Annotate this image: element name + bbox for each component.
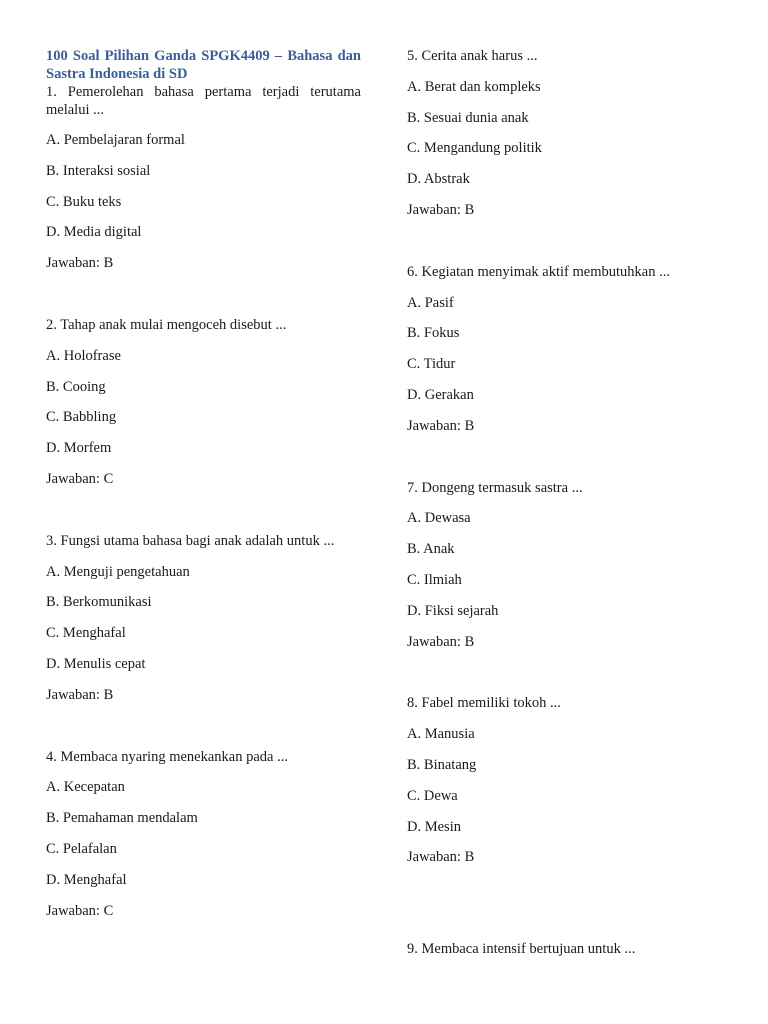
question-stem: 6. Kegiatan menyimak aktif membutuhkan ... xyxy=(407,263,670,280)
answer-key: Jawaban: B xyxy=(46,255,114,272)
option-b: B. Binatang xyxy=(407,756,477,773)
question-stem: 5. Cerita anak harus ... xyxy=(407,48,538,64)
answer-key: Jawaban: B xyxy=(407,201,475,218)
option-d: D. Morfem xyxy=(46,440,112,457)
spacer xyxy=(46,285,361,316)
option-c: C. Menghafal xyxy=(46,625,126,642)
option-b: B. Sesuai dunia anak xyxy=(407,109,529,126)
question-stem: 8. Fabel memiliki tokoh ... xyxy=(407,695,561,712)
spacer xyxy=(407,879,727,940)
option-d: D. Menulis cepat xyxy=(46,655,146,672)
answer-key: Jawaban: B xyxy=(407,417,475,434)
option-d: D. Mesin xyxy=(407,818,461,835)
question-stem: 4. Membaca nyaring menekankan pada ... xyxy=(46,748,288,765)
document-title: 100 Soal Pilihan Ganda SPGK4409 – Bahasa dan Sastra Indonesia di SD xyxy=(46,48,361,82)
question-stem: 7. Dongeng termasuk sastra ... xyxy=(407,479,583,496)
option-a: A. Berat dan kompleks xyxy=(407,78,541,95)
question-6 xyxy=(407,263,727,435)
option-d: D. Media digital xyxy=(46,224,142,241)
option-c: C. Mengandung politik xyxy=(407,140,542,157)
question-8 xyxy=(407,694,727,866)
question-3 xyxy=(46,532,361,704)
option-a: A. Kecepatan xyxy=(46,779,125,796)
spacer xyxy=(46,717,361,748)
option-b: B. Anak xyxy=(407,541,455,558)
option-a: A. Dewasa xyxy=(407,510,471,527)
spacer xyxy=(46,501,361,532)
question-stem: 3. Fungsi utama bahasa bagi anak adalah untuk ... xyxy=(46,532,335,549)
question-5 xyxy=(407,47,727,219)
option-c: C. Dewa xyxy=(407,787,458,804)
question-stem: 1. Pemerolehan bahasa pertama terjadi terutama melalui ... xyxy=(46,84,361,118)
option-b: B. Interaksi sosial xyxy=(46,162,151,179)
option-b: B. Pemahaman mendalam xyxy=(46,810,198,827)
option-a: A. Menguji pengetahuan xyxy=(46,563,190,580)
option-d: D. Gerakan xyxy=(407,386,474,403)
option-c: C. Pelafalan xyxy=(46,840,117,857)
question-4 xyxy=(46,748,361,920)
option-a: A. Pasif xyxy=(407,294,454,311)
option-c: C. Buku teks xyxy=(46,193,122,210)
question-2 xyxy=(46,316,361,488)
right-column xyxy=(407,47,727,971)
answer-key: Jawaban: B xyxy=(46,686,114,703)
question-stem: 2. Tahap anak mulai mengoceh disebut ... xyxy=(46,316,287,333)
option-c: C. Babbling xyxy=(46,409,117,426)
option-d: D. Abstrak xyxy=(407,171,470,188)
option-b: B. Berkomunikasi xyxy=(46,594,152,611)
spacer xyxy=(407,232,727,263)
option-b: B. Cooing xyxy=(46,378,106,395)
option-c: C. Tidur xyxy=(407,356,456,373)
option-d: D. Fiksi sejarah xyxy=(407,602,499,619)
option-b: B. Fokus xyxy=(407,325,460,342)
question-1 xyxy=(46,83,361,272)
option-c: C. Ilmiah xyxy=(407,571,462,588)
left-column xyxy=(46,47,361,932)
answer-key: Jawaban: C xyxy=(46,470,114,487)
option-a: A. Pembelajaran formal xyxy=(46,132,185,148)
question-stem: 9. Membaca intensif bertujuan untuk ... xyxy=(407,941,636,958)
answer-key: Jawaban: C xyxy=(46,902,114,919)
question-7 xyxy=(407,479,727,651)
option-d: D. Menghafal xyxy=(46,871,127,888)
spacer xyxy=(407,448,727,479)
spacer xyxy=(407,663,727,694)
answer-key: Jawaban: B xyxy=(407,849,475,866)
option-a: A. Holofrase xyxy=(46,347,121,364)
question-9 xyxy=(407,940,727,958)
answer-key: Jawaban: B xyxy=(407,633,475,650)
option-a: A. Manusia xyxy=(407,726,475,743)
